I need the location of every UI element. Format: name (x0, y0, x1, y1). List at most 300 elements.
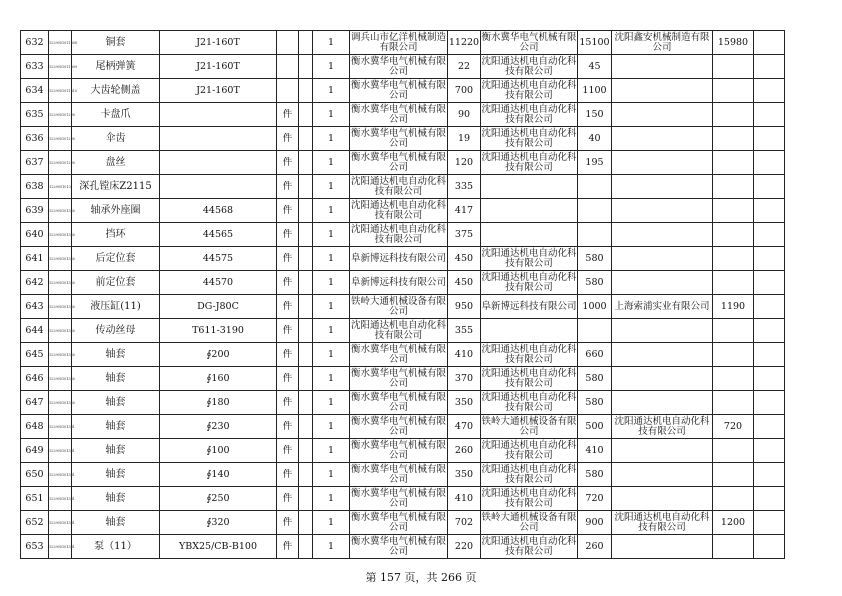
row-number-cell: 644 (21, 319, 49, 343)
material-code-cell: 122900101380 (49, 247, 72, 271)
supplier-3-cell (612, 79, 713, 103)
blank-cell (299, 271, 313, 295)
blank-cell (754, 79, 785, 103)
supplier-1-cell: 衡水冀华电气机械有限公司 (350, 367, 446, 389)
blank-cell (299, 247, 313, 271)
price-2-cell (578, 223, 612, 247)
price-3-cell (713, 271, 754, 295)
unit-cell: 件 (277, 415, 299, 439)
material-code-cell: 122900101290 (49, 103, 72, 127)
row-number-cell: 638 (21, 175, 49, 199)
blank-cell (754, 319, 785, 343)
price-2-cell: 580 (578, 271, 612, 295)
spec-cell: ∮200 (160, 343, 277, 367)
unit-cell: 件 (277, 391, 299, 415)
supplier-1-cell: 衡水冀华电气机械有限公司 (350, 79, 446, 101)
quantity-cell: 1 (313, 463, 350, 487)
material-code-cell: 1229001011810 (49, 79, 72, 103)
unit-cell: 件 (277, 175, 299, 199)
material-code-cell: 122900101380 (49, 199, 72, 223)
row-number-cell: 636 (21, 127, 49, 151)
price-3-cell (713, 367, 754, 391)
spec-cell: ∮250 (160, 487, 277, 511)
row-number-cell: 640 (21, 223, 49, 247)
table-row (21, 463, 785, 487)
table-row (21, 103, 785, 127)
unit-cell (277, 55, 299, 79)
blank-cell (754, 55, 785, 79)
price-3-cell (713, 487, 754, 511)
supplier-2-cell: 沈阳通达机电自动化科技有限公司 (481, 79, 577, 101)
price-2-cell: 195 (578, 151, 612, 175)
material-code-cell: 1229001013 (49, 175, 72, 199)
price-2-cell: 410 (578, 439, 612, 463)
row-number-cell: 642 (21, 271, 49, 295)
item-name-cell: 后定位套 (72, 247, 160, 271)
material-code-cell: 122900101380 (49, 295, 72, 319)
supplier-3-cell (612, 319, 713, 343)
row-number-cell: 641 (21, 247, 49, 271)
material-code-cell: 122900101381 (49, 535, 72, 559)
supplier-2-cell: 衡水冀华电气机械有限公司 (481, 31, 577, 53)
unit-cell (277, 31, 299, 55)
supplier-3-cell (612, 223, 713, 247)
spec-cell: 44570 (160, 271, 277, 295)
quantity-cell: 1 (313, 55, 350, 79)
spec-cell: J21-160T (160, 55, 277, 79)
spec-cell: T611-3190 (160, 319, 277, 343)
price-1-cell: 370 (448, 367, 481, 391)
price-2-cell: 580 (578, 367, 612, 391)
supplier-1-cell: 衡水冀华电气机械有限公司 (350, 127, 446, 149)
spec-cell: ∮100 (160, 439, 277, 463)
spec-cell: J21-160T (160, 31, 277, 55)
spec-cell: ∮180 (160, 391, 277, 415)
item-name-cell: 液压缸(11) (72, 295, 160, 319)
spec-cell: 44575 (160, 247, 277, 271)
row-number-cell: 650 (21, 463, 49, 487)
item-name-cell: 轴套 (72, 343, 160, 367)
supplier-1-cell: 沈阳通达机电自动化科技有限公司 (350, 199, 446, 221)
price-1-cell: 11220 (448, 31, 481, 55)
price-3-cell (713, 175, 754, 199)
price-1-cell: 120 (448, 151, 481, 175)
material-code-cell: 122900101381 (49, 415, 72, 439)
quantity-cell: 1 (313, 127, 350, 151)
row-number-cell: 639 (21, 199, 49, 223)
price-1-cell: 350 (448, 391, 481, 415)
quantity-cell: 1 (313, 247, 350, 271)
supplier-2-cell: 沈阳通达机电自动化科技有限公司 (481, 367, 577, 389)
table-row (21, 199, 785, 223)
spec-cell: ∮230 (160, 415, 277, 439)
supplier-1-cell: 衡水冀华电气机械有限公司 (350, 415, 446, 437)
row-number-cell: 637 (21, 151, 49, 175)
quantity-cell: 1 (313, 271, 350, 295)
item-name-cell: 泵（11） (72, 535, 160, 559)
row-number-cell: 649 (21, 439, 49, 463)
supplier-1-cell: 铁岭大通机械设备有限公司 (350, 295, 446, 317)
item-name-cell: 挡环 (72, 223, 160, 247)
price-3-cell (713, 223, 754, 247)
table-row (21, 367, 785, 391)
quantity-cell: 1 (313, 535, 350, 559)
price-2-cell: 660 (578, 343, 612, 367)
table-row (21, 151, 785, 175)
price-2-cell: 260 (578, 535, 612, 559)
price-2-cell: 580 (578, 463, 612, 487)
item-name-cell: 轴套 (72, 391, 160, 415)
row-number-cell: 652 (21, 511, 49, 535)
unit-cell: 件 (277, 199, 299, 223)
spec-cell: ∮140 (160, 463, 277, 487)
supplier-2-cell: 沈阳通达机电自动化科技有限公司 (481, 391, 577, 413)
price-1-cell: 355 (448, 319, 481, 343)
supplier-2-cell: 沈阳通达机电自动化科技有限公司 (481, 103, 577, 125)
spec-cell: YBX25/CB-B100 (160, 535, 277, 559)
material-code-cell: 122900101380 (49, 319, 72, 343)
table-row (21, 319, 785, 343)
supplier-3-cell: 沈阳鑫安机械制造有限公司 (612, 31, 713, 55)
unit-cell: 件 (277, 487, 299, 511)
supplier-2-cell (481, 319, 578, 343)
supplier-3-cell: 上海索浦实业有限公司 (612, 295, 713, 319)
supplier-3-cell (612, 343, 713, 367)
table-row (21, 223, 785, 247)
blank-cell (299, 31, 313, 55)
item-name-cell: 卡盘爪 (72, 103, 160, 127)
price-1-cell: 90 (448, 103, 481, 127)
blank-cell (754, 295, 785, 319)
unit-cell: 件 (277, 343, 299, 367)
blank-cell (754, 247, 785, 271)
blank-cell (754, 463, 785, 487)
supplier-1-cell: 衡水冀华电气机械有限公司 (350, 535, 446, 557)
quantity-cell: 1 (313, 151, 350, 175)
unit-cell: 件 (277, 223, 299, 247)
row-number-cell: 633 (21, 55, 49, 79)
supplier-1-cell: 衡水冀华电气机械有限公司 (350, 463, 446, 485)
blank-cell (299, 127, 313, 151)
material-code-cell: 122900101380 (49, 391, 72, 415)
table-row (21, 175, 785, 199)
material-code-cell: 122900101380 (49, 367, 72, 391)
unit-cell (277, 79, 299, 103)
supplier-1-cell: 衡水冀华电气机械有限公司 (350, 343, 446, 365)
table-row (21, 439, 785, 463)
supplier-1-cell: 衡水冀华电气机械有限公司 (350, 55, 446, 77)
row-number-cell: 653 (21, 535, 49, 559)
material-code-cell: 122900101380 (49, 271, 72, 295)
blank-cell (299, 487, 313, 511)
material-code-cell: 1229001011808 (49, 31, 72, 55)
supplier-2-cell: 铁岭大通机械设备有限公司 (481, 415, 577, 437)
blank-cell (299, 319, 313, 343)
spec-cell: DG-J80C (160, 295, 277, 319)
price-3-cell (713, 199, 754, 223)
item-name-cell: 大齿轮侧盖 (72, 79, 160, 103)
blank-cell (299, 151, 313, 175)
price-1-cell: 375 (448, 223, 481, 247)
price-2-cell: 15100 (578, 31, 612, 55)
table-row (21, 535, 785, 559)
price-3-cell (713, 103, 754, 127)
blank-cell (754, 415, 785, 439)
page-footer: 第 157 页，共 266 页 (365, 571, 477, 584)
price-1-cell: 260 (448, 439, 481, 463)
supplier-2-cell: 沈阳通达机电自动化科技有限公司 (481, 439, 577, 461)
quantity-cell: 1 (313, 511, 350, 535)
price-2-cell: 45 (578, 55, 612, 79)
spec-cell (160, 127, 277, 151)
price-1-cell: 470 (448, 415, 481, 439)
supplier-3-cell (612, 55, 713, 79)
supplier-2-cell: 沈阳通达机电自动化科技有限公司 (481, 463, 577, 485)
unit-cell: 件 (277, 463, 299, 487)
supplier-3-cell (612, 151, 713, 175)
unit-cell: 件 (277, 127, 299, 151)
price-1-cell: 350 (448, 463, 481, 487)
unit-cell: 件 (277, 535, 299, 559)
supplier-1-cell: 阜新博远科技有限公司 (350, 271, 448, 295)
item-name-cell: 铜套 (72, 31, 160, 55)
table-row (21, 295, 785, 319)
price-3-cell (713, 391, 754, 415)
item-name-cell: 深孔镗床Z2115 (72, 175, 160, 199)
blank-cell (299, 103, 313, 127)
table-row (21, 31, 785, 55)
price-1-cell: 700 (448, 79, 481, 103)
supplier-2-cell: 沈阳通达机电自动化科技有限公司 (481, 151, 577, 173)
price-1-cell: 702 (448, 511, 481, 535)
supplier-1-cell: 衡水冀华电气机械有限公司 (350, 439, 446, 461)
unit-cell: 件 (277, 271, 299, 295)
supplier-1-cell: 衡水冀华电气机械有限公司 (350, 151, 446, 173)
supplier-3-cell (612, 391, 713, 415)
blank-cell (754, 487, 785, 511)
table-row (21, 415, 785, 439)
blank-cell (299, 79, 313, 103)
item-name-cell: 传动丝母 (72, 319, 160, 343)
blank-cell (754, 175, 785, 199)
supplier-3-cell (612, 247, 713, 271)
price-3-cell (713, 247, 754, 271)
blank-cell (754, 511, 785, 535)
supplier-2-cell: 沈阳通达机电自动化科技有限公司 (481, 247, 577, 269)
item-name-cell: 轴套 (72, 439, 160, 463)
quantity-cell: 1 (313, 367, 350, 391)
supplier-3-cell (612, 463, 713, 487)
price-2-cell: 900 (578, 511, 612, 535)
unit-cell: 件 (277, 151, 299, 175)
price-3-cell: 1190 (713, 295, 754, 319)
row-number-cell: 632 (21, 31, 49, 55)
supplier-1-cell: 衡水冀华电气机械有限公司 (350, 103, 446, 125)
material-code-cell: 122900101380 (49, 223, 72, 247)
quantity-cell: 1 (313, 199, 350, 223)
price-1-cell: 410 (448, 487, 481, 511)
price-3-cell (713, 151, 754, 175)
supplier-3-cell (612, 199, 713, 223)
price-1-cell: 950 (448, 295, 481, 319)
blank-cell (754, 103, 785, 127)
blank-cell (754, 367, 785, 391)
material-code-cell: 122900101290 (49, 151, 72, 175)
supplier-2-cell: 阜新博远科技有限公司 (481, 295, 578, 319)
supplier-3-cell: 沈阳通达机电自动化科技有限公司 (612, 511, 713, 535)
price-2-cell: 1100 (578, 79, 612, 103)
blank-cell (754, 535, 785, 559)
quantity-cell: 1 (313, 319, 350, 343)
unit-cell: 件 (277, 511, 299, 535)
price-3-cell (713, 439, 754, 463)
unit-cell: 件 (277, 103, 299, 127)
spec-cell: ∮160 (160, 367, 277, 391)
table-row (21, 247, 785, 271)
price-3-cell (713, 463, 754, 487)
quantity-cell: 1 (313, 343, 350, 367)
blank-cell (299, 343, 313, 367)
blank-cell (754, 31, 785, 55)
blank-cell (299, 511, 313, 535)
quantity-cell: 1 (313, 103, 350, 127)
blank-cell (754, 223, 785, 247)
material-code-cell: 122900101381 (49, 439, 72, 463)
table-body (21, 31, 785, 559)
blank-cell (299, 439, 313, 463)
price-2-cell (578, 199, 612, 223)
price-3-cell (713, 79, 754, 103)
quantity-cell: 1 (313, 487, 350, 511)
blank-cell (754, 343, 785, 367)
table-row (21, 79, 785, 103)
blank-cell (754, 199, 785, 223)
table-row (21, 55, 785, 79)
supplier-2-cell: 沈阳通达机电自动化科技有限公司 (481, 127, 577, 149)
row-number-cell: 635 (21, 103, 49, 127)
supplier-2-cell: 沈阳通达机电自动化科技有限公司 (481, 55, 577, 77)
material-code-cell: 122900101381 (49, 511, 72, 535)
blank-cell (299, 223, 313, 247)
quantity-cell: 1 (313, 415, 350, 439)
item-name-cell: 轴套 (72, 511, 160, 535)
supplier-3-cell (612, 103, 713, 127)
price-3-cell (713, 343, 754, 367)
item-name-cell: 轴套 (72, 367, 160, 391)
price-2-cell (578, 175, 612, 199)
supplier-3-cell (612, 271, 713, 295)
supplier-1-cell: 阜新博远科技有限公司 (350, 247, 448, 271)
price-2-cell: 580 (578, 391, 612, 415)
price-2-cell: 500 (578, 415, 612, 439)
spec-cell: 44568 (160, 199, 277, 223)
price-3-cell: 15980 (713, 31, 754, 55)
table-row (21, 271, 785, 295)
supplier-3-cell (612, 487, 713, 511)
supplier-1-cell: 衡水冀华电气机械有限公司 (350, 511, 446, 533)
supplier-3-cell (612, 367, 713, 391)
blank-cell (299, 463, 313, 487)
unit-cell: 件 (277, 439, 299, 463)
price-1-cell: 450 (448, 271, 481, 295)
row-number-cell: 643 (21, 295, 49, 319)
blank-cell (754, 391, 785, 415)
supplier-1-cell: 沈阳通达机电自动化科技有限公司 (350, 319, 446, 341)
quotation-table (20, 30, 785, 559)
blank-cell (299, 175, 313, 199)
row-number-cell: 651 (21, 487, 49, 511)
price-3-cell (713, 319, 754, 343)
unit-cell: 件 (277, 367, 299, 391)
quantity-cell: 1 (313, 31, 350, 55)
price-2-cell: 40 (578, 127, 612, 151)
price-1-cell: 220 (448, 535, 481, 559)
material-code-cell: 122900101380 (49, 343, 72, 367)
table-row (21, 511, 785, 535)
supplier-1-cell: 衡水冀华电气机械有限公司 (350, 391, 446, 413)
blank-cell (299, 535, 313, 559)
supplier-3-cell: 沈阳通达机电自动化科技有限公司 (612, 415, 713, 439)
material-code-cell: 1229001011809 (49, 55, 72, 79)
table-row (21, 391, 785, 415)
price-3-cell: 1200 (713, 511, 754, 535)
item-name-cell: 前定位套 (72, 271, 160, 295)
spec-cell (160, 103, 277, 127)
blank-cell (754, 151, 785, 175)
item-name-cell: 轴承外座圈 (72, 199, 160, 223)
table-row (21, 127, 785, 151)
price-3-cell (713, 535, 754, 559)
quantity-cell: 1 (313, 295, 350, 319)
price-3-cell (713, 55, 754, 79)
quantity-cell: 1 (313, 439, 350, 463)
supplier-3-cell (612, 439, 713, 463)
quantity-cell: 1 (313, 79, 350, 103)
blank-cell (754, 127, 785, 151)
item-name-cell: 轴套 (72, 415, 160, 439)
supplier-2-cell: 铁岭大通机械设备有限公司 (481, 511, 577, 533)
supplier-2-cell (481, 199, 578, 223)
spec-cell: ∮320 (160, 511, 277, 535)
blank-cell (754, 271, 785, 295)
row-number-cell: 646 (21, 367, 49, 391)
supplier-3-cell (612, 535, 713, 559)
row-number-cell: 648 (21, 415, 49, 439)
price-2-cell: 720 (578, 487, 612, 511)
price-1-cell: 22 (448, 55, 481, 79)
row-number-cell: 645 (21, 343, 49, 367)
supplier-2-cell: 沈阳通达机电自动化科技有限公司 (481, 343, 577, 365)
table-row (21, 487, 785, 511)
row-number-cell: 647 (21, 391, 49, 415)
price-2-cell: 150 (578, 103, 612, 127)
supplier-2-cell (481, 175, 578, 199)
material-code-cell: 122900101381 (49, 463, 72, 487)
supplier-2-cell: 沈阳通达机电自动化科技有限公司 (481, 271, 577, 293)
item-name-cell: 轴套 (72, 463, 160, 487)
supplier-3-cell (612, 127, 713, 151)
quantity-cell: 1 (313, 391, 350, 415)
item-name-cell: 尾柄弹簧 (72, 55, 160, 79)
price-1-cell: 19 (448, 127, 481, 151)
blank-cell (299, 55, 313, 79)
table-row (21, 343, 785, 367)
blank-cell (754, 439, 785, 463)
material-code-cell: 122900101290 (49, 127, 72, 151)
blank-cell (299, 391, 313, 415)
quantity-cell: 1 (313, 223, 350, 247)
supplier-2-cell: 沈阳通达机电自动化科技有限公司 (481, 535, 577, 557)
